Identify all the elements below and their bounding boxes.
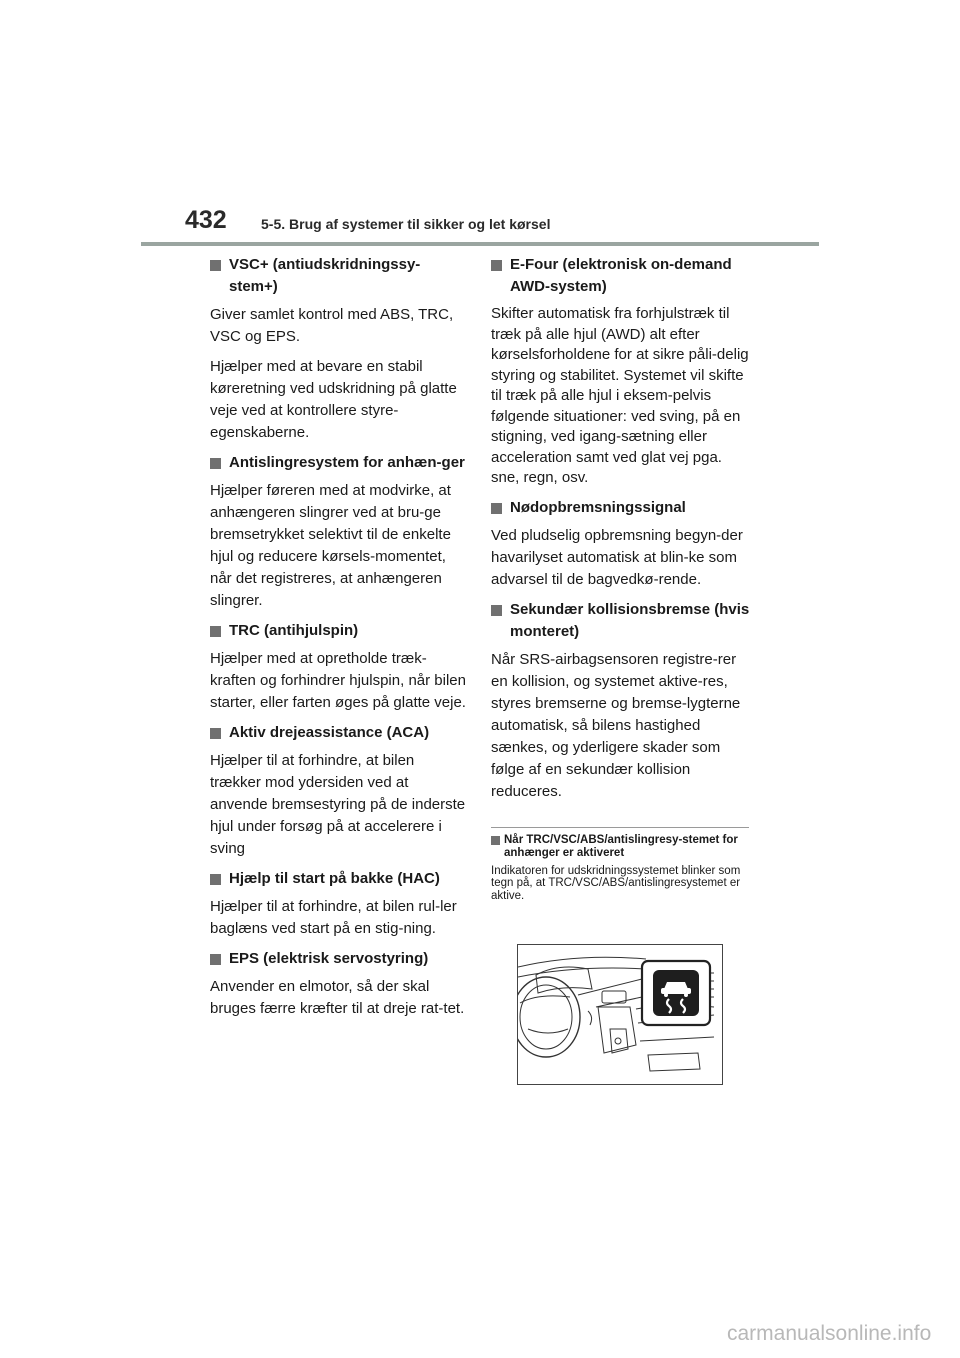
header-divider bbox=[141, 242, 819, 246]
paragraph: Giver samlet kontrol med ABS, TRC, VSC og EPS. bbox=[210, 306, 454, 345]
bullet-square-icon bbox=[210, 458, 221, 469]
watermark: carmanualsonline.info bbox=[727, 1322, 932, 1345]
dashboard-drawing bbox=[518, 945, 722, 1084]
section-heading: TRC (antihjulspin) bbox=[210, 620, 468, 642]
bullet-square-icon bbox=[210, 260, 221, 271]
bullet-square-icon bbox=[491, 503, 502, 514]
section-heading: EPS (elektrisk servostyring) bbox=[210, 948, 468, 970]
bullet-square-icon bbox=[491, 605, 502, 616]
section-heading: Sekundær kollisionsbremse (hvis monteret) bbox=[491, 599, 753, 643]
paragraph: Ved pludselig opbremsning begyn-der havarilyset automatisk at blin-ke som advarsel til de bagvedkø-rende. bbox=[491, 526, 743, 588]
paragraph: Hjælper med at bevare en stabil køreretning ved udskridning på glatte veje ved at kontrollere styre-egenskaberne. bbox=[210, 358, 457, 441]
section-title: 5-5. Brug af systemer til sikker og let kørsel bbox=[261, 216, 551, 232]
page-header bbox=[141, 206, 819, 248]
bullet-square-icon bbox=[210, 874, 221, 885]
paragraph: Når SRS-airbagsensoren registre-rer en kollision, og systemet aktive-res, styres bremserne og bremse-lygterne automatisk, så bilens hastighed sænkes, og yderligere skader som følge af en sekundær kollision reduceres. bbox=[491, 650, 741, 800]
dashboard-illustration bbox=[517, 944, 723, 1085]
left-column bbox=[210, 254, 468, 1028]
section-heading: E-Four (elektronisk on-demand AWD-system) bbox=[491, 254, 753, 298]
section-heading: VSC+ (antiudskridningssy-stem+) bbox=[210, 254, 468, 298]
bullet-square-icon bbox=[491, 260, 502, 271]
paragraph: Skifter automatisk fra forhjulstræk til træk på alle hjul (AWD) alt efter kørselsforholdene for at sikre påli-delig styring og stabilitet. Systemet vil skifte til træk på alle hjul i eksem-pelvis følgende situationer: ved sving, på en stigning, ved igang-sætning eller acceleration samt ved glat vej pga. sne, regn, osv. bbox=[491, 305, 749, 486]
section-heading: Antislingresystem for anhæn-ger bbox=[210, 452, 468, 474]
note-body: Indikatoren for udskridningssystemet blinker som tegn på, at TRC/VSC/ABS/antislingresystemet er aktive. bbox=[491, 864, 741, 902]
page-number: 432 bbox=[185, 206, 227, 234]
section-heading: Hjælp til start på bakke (HAC) bbox=[210, 868, 468, 890]
paragraph: Hjælper med at opretholde træk-kraften og forhindrer hjulspin, når bilen starter, eller farten øges på glatte veje. bbox=[210, 650, 466, 711]
section-heading: Aktiv drejeassistance (ACA) bbox=[210, 722, 468, 744]
paragraph: Hjælper til at forhindre, at bilen rul-ler baglæns ved start på en stig-ning. bbox=[210, 898, 457, 937]
skid-indicator-icon bbox=[653, 970, 699, 1016]
bullet-square-icon bbox=[491, 836, 500, 845]
bullet-square-icon bbox=[210, 954, 221, 965]
bullet-square-icon bbox=[210, 626, 221, 637]
section-heading: Nødopbremsningssignal bbox=[491, 497, 753, 519]
note-heading: Når TRC/VSC/ABS/antislingresy-stemet for anhænger er aktiveret bbox=[491, 834, 753, 860]
paragraph: Hjælper til at forhindre, at bilen trækker mod ydersiden ved at anvende bremsestyring på de inderste hjul under forsøg på at accelerere i sving bbox=[210, 752, 466, 857]
paragraph: Hjælper føreren med at modvirke, at anhængeren slingrer ved at bru-ge bremsetrykket selektivt til de enkelte hjul og reducere kørsels-momentet, når det registreres, at anhængeren slingrer. bbox=[210, 482, 451, 609]
right-column bbox=[491, 254, 753, 902]
note-divider bbox=[491, 827, 749, 828]
paragraph: Anvender en elmotor, så der skal bruges færre kræfter til at dreje rat-tet. bbox=[210, 978, 465, 1017]
bullet-square-icon bbox=[210, 728, 221, 739]
